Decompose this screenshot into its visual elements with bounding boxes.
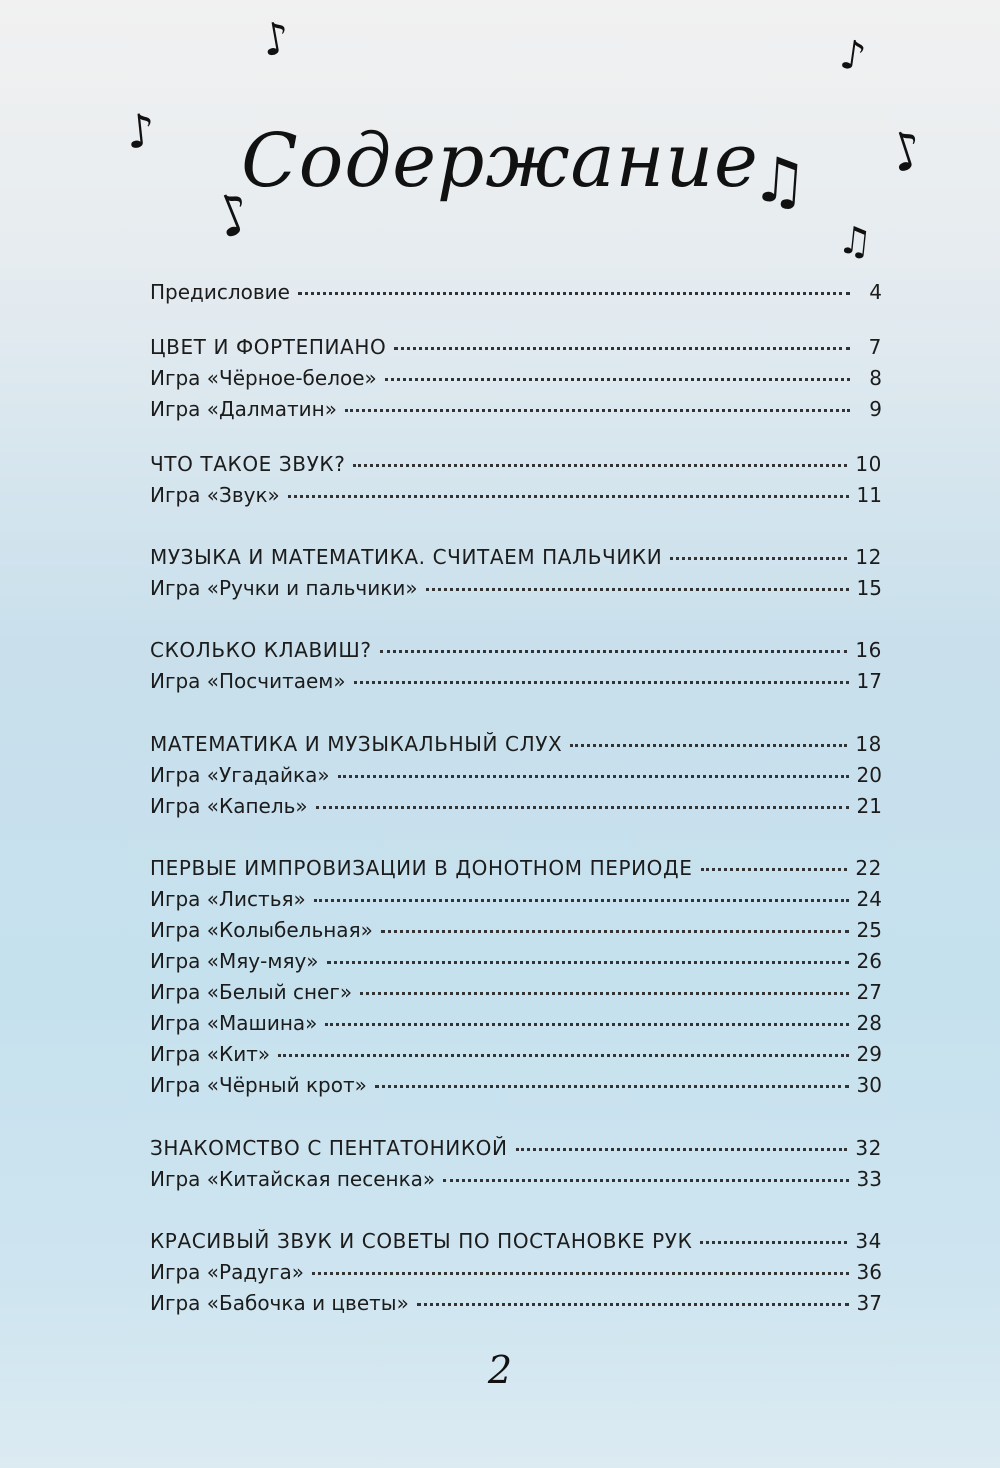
toc-item-row [150,1260,882,1292]
toc-entry-label: Игра «Радуга» [150,1260,304,1284]
toc-entry-label: ЧТО ТАКОЕ ЗВУК? [150,452,346,476]
toc-entry-label: Игра «Колыбельная» [150,918,373,942]
toc-entry-page-number: 30 [856,1073,882,1097]
dot-leader [381,930,849,933]
toc-section-row [150,452,882,484]
toc-item-row [150,576,882,608]
beamed-music-note-icon: ♫ [835,217,875,265]
dot-leader [353,464,847,467]
toc-entry-label: МАТЕМАТИКА И МУЗЫКАЛЬНЫЙ СЛУХ [150,732,563,756]
dot-leader [327,961,849,964]
toc-item-row [150,280,882,312]
dot-leader [325,1023,848,1026]
page-title: Содержание [241,118,759,204]
toc-entry-label: МУЗЫКА И МАТЕМАТИКА. СЧИТАЕМ ПАЛЬЧИКИ [150,545,663,569]
toc-entry-page-number: 4 [869,280,882,304]
toc-entry-page-number: 7 [868,335,882,359]
dot-leader [314,899,849,902]
toc-entry-page-number: 27 [856,980,882,1004]
toc-entry-label: КРАСИВЫЙ ЗВУК И СОВЕТЫ ПО ПОСТАНОВКЕ РУК [150,1229,693,1253]
dot-leader [312,1272,849,1275]
toc-item-row [150,794,882,826]
toc-item-row [150,669,882,701]
toc-entry-page-number: 8 [869,366,882,390]
toc-section-row [150,732,882,764]
toc-entry-label: Предисловие [150,280,290,304]
toc-entry-page-number: 15 [856,576,882,600]
toc-entry-label: Игра «Машина» [150,1011,318,1035]
dot-leader [298,292,850,295]
dot-leader [316,806,849,809]
toc-entry-page-number: 36 [856,1260,882,1284]
toc-entry-page-number: 18 [855,732,882,756]
music-note-icon: ♪ [123,102,159,160]
toc-section-row [150,638,882,670]
dot-leader [360,992,848,995]
toc-item-row [150,763,882,795]
toc-entry-page-number: 9 [869,397,882,421]
dot-leader [385,378,850,381]
toc-entry-page-number: 28 [856,1011,882,1035]
toc-section-row [150,1136,882,1168]
toc-section-row [150,545,882,577]
toc-entry-label: Игра «Далматин» [150,397,337,421]
toc-section-row [150,1229,882,1261]
dot-leader [417,1303,849,1306]
toc-entry-label: Игра «Посчитаем» [150,669,346,693]
toc-entry-page-number: 21 [856,794,882,818]
toc-entry-label: Игра «Китайская песенка» [150,1167,436,1191]
toc-entry-page-number: 17 [856,669,882,693]
beamed-music-note-icon: ♫ [749,142,811,219]
music-note-icon: ♪ [881,118,932,186]
toc-entry-page-number: 11 [856,483,882,507]
music-note-icon: ♪ [836,31,869,81]
toc-entry-label: Игра «Ручки и пальчики» [150,576,418,600]
toc-item-row [150,949,882,981]
music-note-icon: ♪ [257,11,295,68]
music-note-icon: ♪ [204,178,263,253]
page-number: 2 [487,1348,513,1392]
toc-entry-label: Игра «Чёрный крот» [150,1073,367,1097]
toc-entry-page-number: 26 [856,949,882,973]
toc-entry-page-number: 10 [855,452,882,476]
toc-item-row [150,397,882,429]
toc-item-row [150,1073,882,1105]
toc-entry-page-number: 25 [856,918,882,942]
toc-entry-label: ЦВЕТ И ФОРТЕПИАНО [150,335,387,359]
toc-section-row [150,335,882,367]
toc-entry-label: ПЕРВЫЕ ИМПРОВИЗАЦИИ В ДОНОТНОМ ПЕРИОДЕ [150,856,693,880]
toc-entry-label: Игра «Белый снег» [150,980,353,1004]
toc-entry-label: ЗНАКОМСТВО С ПЕНТАТОНИКОЙ [150,1136,508,1160]
toc-entry-page-number: 20 [856,763,882,787]
toc-entry-label: Игра «Чёрное-белое» [150,366,377,390]
dot-leader [670,557,847,560]
toc-entry-page-number: 29 [856,1042,882,1066]
dot-leader [394,347,850,350]
toc-entry-label: Игра «Капель» [150,794,308,818]
toc-entry-page-number: 32 [855,1136,882,1160]
toc-entry-label: Игра «Звук» [150,483,280,507]
dot-leader [375,1085,849,1088]
toc-entry-page-number: 22 [855,856,882,880]
toc-entry-label: СКОЛЬКО КЛАВИШ? [150,638,372,662]
toc-entry-page-number: 16 [855,638,882,662]
dot-leader [701,868,848,871]
toc-entry-page-number: 12 [855,545,882,569]
dot-leader [354,681,849,684]
dot-leader [345,409,850,412]
dot-leader [288,495,849,498]
toc-entry-page-number: 37 [856,1291,882,1315]
toc-entry-label: Игра «Мяу-мяу» [150,949,319,973]
toc-item-row [150,980,882,1012]
toc-item-row [150,887,882,919]
dot-leader [516,1148,848,1151]
toc-item-row [150,1167,882,1199]
dot-leader [570,744,847,747]
toc-entry-label: Игра «Угадайка» [150,763,330,787]
toc-item-row [150,483,882,515]
dot-leader [380,650,848,653]
toc-item-row [150,1291,882,1323]
dot-leader [426,588,849,591]
toc-section-row [150,856,882,888]
toc-item-row [150,366,882,398]
toc-item-row [150,918,882,950]
toc-entry-label: Игра «Листья» [150,887,306,911]
toc-item-row [150,1011,882,1043]
dot-leader [278,1054,848,1057]
toc-entry-page-number: 33 [856,1167,882,1191]
dot-leader [443,1179,848,1182]
dot-leader [700,1241,847,1244]
toc-entry-page-number: 24 [856,887,882,911]
toc-entry-page-number: 34 [855,1229,882,1253]
toc-item-row [150,1042,882,1074]
toc-entry-label: Игра «Кит» [150,1042,271,1066]
dot-leader [338,775,849,778]
toc-entry-label: Игра «Бабочка и цветы» [150,1291,409,1315]
